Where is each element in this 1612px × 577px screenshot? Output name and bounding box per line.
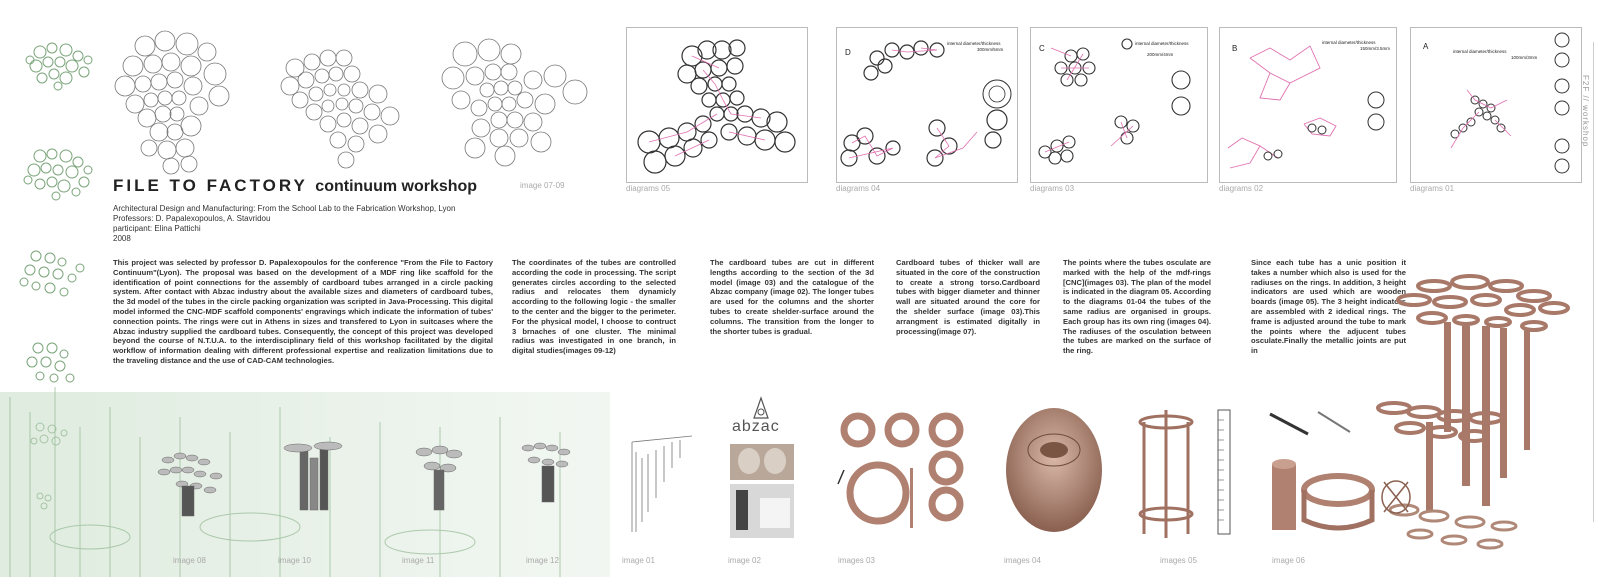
diagram-01-plan [1411, 28, 1581, 182]
label-images-04: images 04 [1004, 556, 1041, 565]
label-image-11: image 11 [402, 556, 435, 565]
digital-studies-renders [148, 430, 608, 530]
label-diagrams-02: diagrams 02 [1219, 184, 1264, 193]
diagram-03-plan [1031, 28, 1207, 182]
diagram-01-frame [1410, 27, 1582, 183]
images-05-height-indicators [1136, 404, 1256, 544]
label-diagrams-04: diagrams 04 [836, 184, 881, 193]
label-image-01: image 01 [622, 556, 655, 565]
text-col-5: The points where the tubes osculate are marked with the help of the mdf-rings [CNC](images 03). The plan of the model is indicated in the diagram 05. According to the diagrams 01-04 the tubes of the same radius are organised in groups. Each group has its own ring (images 04). The radiuses of the osculation between the tubes are marked on the surface of the ring. [1063, 258, 1211, 356]
text-col-4: Cardboard tubes of thicker wall are situated in the core of the construction to create a strong torso.Cardboard tubes with bigger diameter and thinner wall are situated around the core for the shelder surface (image 03).This arrangment is estimated digitally in processing(image 07). [896, 258, 1040, 336]
diagram-03-frame [1030, 27, 1208, 183]
side-label [1580, 75, 1592, 185]
meta-course: Architectural Design and Manufacturing: From the School Lab to the Fabrication Workshop, Lyon [113, 204, 456, 213]
diagram-03-letter: C [1039, 44, 1045, 53]
label-image-07-09: image 07-09 [520, 181, 565, 190]
image-01-section [622, 432, 702, 542]
label-image-02: image 02 [728, 556, 761, 565]
diagram-05-frame [626, 27, 808, 183]
diagram-02-letter: B [1232, 44, 1238, 53]
diagram-04-value: 300mm/5mm [977, 47, 1004, 52]
label-images-05: images 05 [1160, 556, 1197, 565]
diagram-04-frame [836, 27, 1018, 183]
text-col-6: Since each tube has a unic position it takes a number which also is used for the radiuses on the rings. In addition, 3 height indicators are used which are wooden boards (image 05). The 3 height indicators are assembled with 2 idedical rings. The frame is adjusted around the tube to mark the points where the adjucent tubes osculate.Finally the metallic joints are put in [1251, 258, 1406, 356]
diagram-02-frame [1219, 27, 1397, 183]
diagram-03-spec: internal diameter/thickness [1135, 41, 1189, 46]
text-col-3: The cardboard tubes are cut in different lengths according to the section of the 3d model (image 03) and the catalogue of the Abzac company (image 02). The longer tubes are used for the columns and the shorter tubes to create shelder-surface around the columns. The transition from the longer to the shorter tubes is gradual. [710, 258, 874, 336]
text-col-1: This project was selected by professor D. Papalexopoulos for the conference "From the File to Factory Continuum"(Lyon). The proposal was based on the development of a MDF ring like scaffold for the identification of point connections for the assembly of cardboard tubes arranged in a circle packing system. After contact with Abzac industry about the available sizes and diameters of cardboard tubes, the 3d model of the tubes in the circle packing organization was scripted in Java-Processing. This digital model informed the CNC-MDF scaffold components' engravings which indicate the information of tubes' connection points. The rings were cut in Athens in sizes and transfered to Lyon in suitcases where the Abzac industry supplied the cardboard tubes. Consequently, the concept of this project was developed beyond the course of N.T.U.A. to the interdisciplinary field of this workshop facilitated by the digital workflow of information dealing with different professional expertise and realization limitations due to the traveling distance and the use of CAD-CAM technologies. [113, 258, 493, 365]
images-03-rings [838, 408, 978, 538]
diagram-04-plan [837, 28, 1017, 182]
project-meta [113, 204, 455, 244]
diagram-03-value: 200mm/4mm [1147, 52, 1174, 57]
diagram-04-letter: D [845, 48, 851, 57]
meta-professors: Professors: D. Papalexopoulos, A. Stavridou [113, 214, 271, 223]
text-col-2: The coordinates of the tubes are controlled according the code in processing. The script generates circles according to the selected radius and relocates them dynamicly according to the following logic - the smaller to the center and the bigger to the perimeter. For the physical model, I choose to contruct 3 brnaches of one cluster. The minimal radius was investigated in one branch, in digital studies(images 09-12) [512, 258, 676, 356]
label-images-03: images 03 [838, 556, 875, 565]
diagram-01-spec: internal diameter/thickness [1453, 49, 1507, 54]
physical-model [1374, 272, 1584, 572]
label-diagrams-03: diagrams 03 [1030, 184, 1075, 193]
title-main: FILE TO FACTORY [113, 176, 308, 195]
diagram-02-value: 150mm/3.5mm [1360, 46, 1391, 51]
side-label-text: F2F // workshop [1581, 75, 1590, 148]
title-sub: continuum workshop [315, 178, 478, 195]
page-title [113, 176, 477, 196]
label-diagrams-01: diagrams 01 [1410, 184, 1455, 193]
label-image-08: image 08 [173, 556, 206, 565]
meta-participant: participant: Elina Pattichi [113, 224, 201, 233]
label-image-06: image 06 [1272, 556, 1305, 565]
label-image-10: image 10 [278, 556, 311, 565]
meta-year: 2008 [113, 234, 131, 243]
diagram-01-letter: A [1423, 42, 1429, 51]
images-04-ring-render [1004, 410, 1104, 540]
diagram-02-plan [1220, 28, 1396, 182]
diagram-04-spec: internal diameter/thickness [947, 41, 1001, 46]
label-image-12: image 12 [526, 556, 559, 565]
abzac-wordmark: abzac [732, 418, 780, 435]
diagram-02-spec: internal diameter/thickness [1322, 40, 1376, 45]
diagram-01-value: 100mm/3mm [1511, 55, 1538, 60]
right-divider [1593, 42, 1594, 522]
circle-packing-studies [115, 18, 595, 188]
abzac-photo-factory [730, 484, 794, 538]
image-02-abzac [726, 396, 796, 546]
diagram-05-plan [627, 28, 807, 182]
abzac-photo-tubes [730, 444, 794, 480]
label-diagrams-05: diagrams 05 [626, 184, 671, 193]
image-06-tools-tubes [1268, 410, 1388, 540]
